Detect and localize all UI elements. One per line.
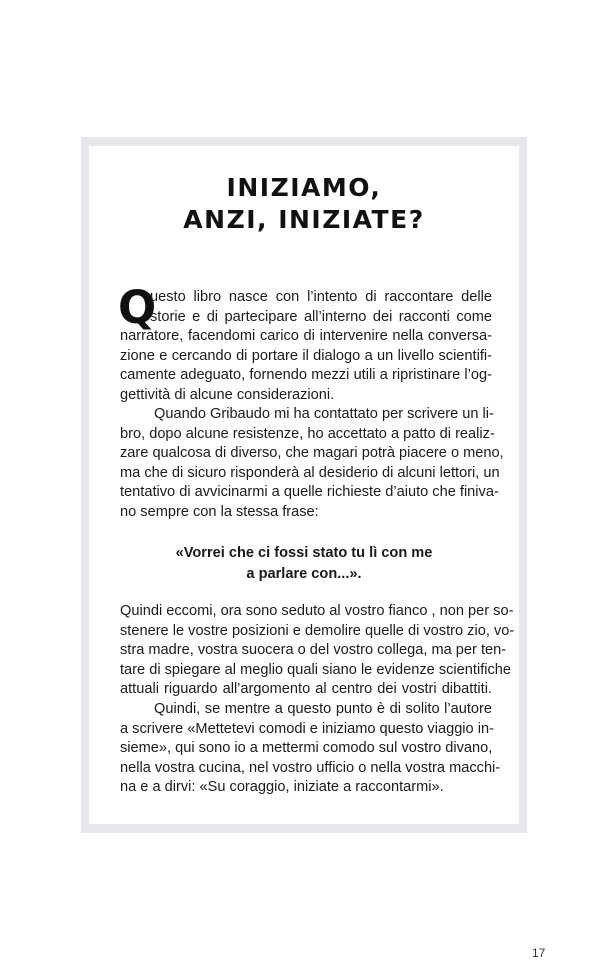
pull-quote-line-2: a parlare con...». <box>246 566 362 582</box>
chapter-title-line-2: ANZI, INIZIATE? <box>183 205 425 234</box>
paragraph-line: tare di spiegare al meglio quali siano le evidenze scientifiche <box>120 661 512 678</box>
paragraph-line: sieme», qui sono io a mettermi comodo sul vostro divano, <box>120 740 493 756</box>
paragraph-line: narratore, facendomi carico di intervenire nella conversa- <box>120 328 492 344</box>
paragraph-line: Quindi, se mentre a questo punto è di solito l’autore <box>154 701 492 717</box>
paragraph-line: camente adeguato, fornendo mezzi utili a ripristinare l’og- <box>120 367 492 383</box>
drop-cap: Q <box>118 281 157 334</box>
page-number: 17 <box>532 946 546 960</box>
paragraph-line: tentativo di avvicinarmi a quelle richieste d’aiuto che finiva- <box>120 484 499 500</box>
paragraph-line: zare qualcosa di diverso, che magari potrà piacere o meno, <box>120 445 504 461</box>
paragraph-line: na e a dirvi: «Su coraggio, iniziate a raccontarmi». <box>120 779 444 795</box>
chapter-title-line-1: INIZIAMO, <box>226 173 382 202</box>
paragraph-line: bro, dopo alcune resistenze, ho accettato a patto di realiz- <box>120 425 495 442</box>
paragraph-line: a scrivere «Mettetevi comodi e iniziamo questo viaggio in- <box>120 720 494 737</box>
paragraph-4 <box>120 700 501 798</box>
paragraph-line: stra madre, vostra suocera o del vostro collega, ma per ten- <box>120 642 507 658</box>
paragraph-line: Quando Gribaudo mi ha contattato per scrivere un li- <box>154 406 494 422</box>
paragraph-line: no sempre con la stessa frase: <box>120 503 319 520</box>
paragraph-1 <box>118 281 492 405</box>
paragraph-line: nella vostra cucina, nel vostro ufficio o nella vostra macchi- <box>120 759 501 776</box>
paragraph-line: zione e cercando di portare il dialogo a un livello scientifi- <box>120 347 492 364</box>
paragraph-line: uesto libro nasce con l’intento di raccontare delle <box>150 289 492 305</box>
paragraph-line: ma che di sicuro risponderà al desiderio di alcuni lettori, un <box>120 464 500 481</box>
paragraph-line: Quindi eccomi, ora sono seduto al vostro fianco , non per so- <box>120 603 514 619</box>
paragraph-3 <box>120 602 515 700</box>
paragraph-line: stenere le vostre posizioni e demolire quelle di vostro zio, vo- <box>120 622 515 639</box>
paragraph-2 <box>120 405 504 522</box>
paragraph-line: gettività di alcune considerazioni. <box>120 386 335 403</box>
pull-quote-line-1: «Vorrei che ci fossi stato tu lì con me <box>175 545 433 561</box>
paragraph-line: storie e di partecipare all’interno dei racconti come <box>150 308 492 325</box>
paragraph-line: attuali riguardo all’argomento al centro dei vostri dibattiti. <box>120 681 492 697</box>
